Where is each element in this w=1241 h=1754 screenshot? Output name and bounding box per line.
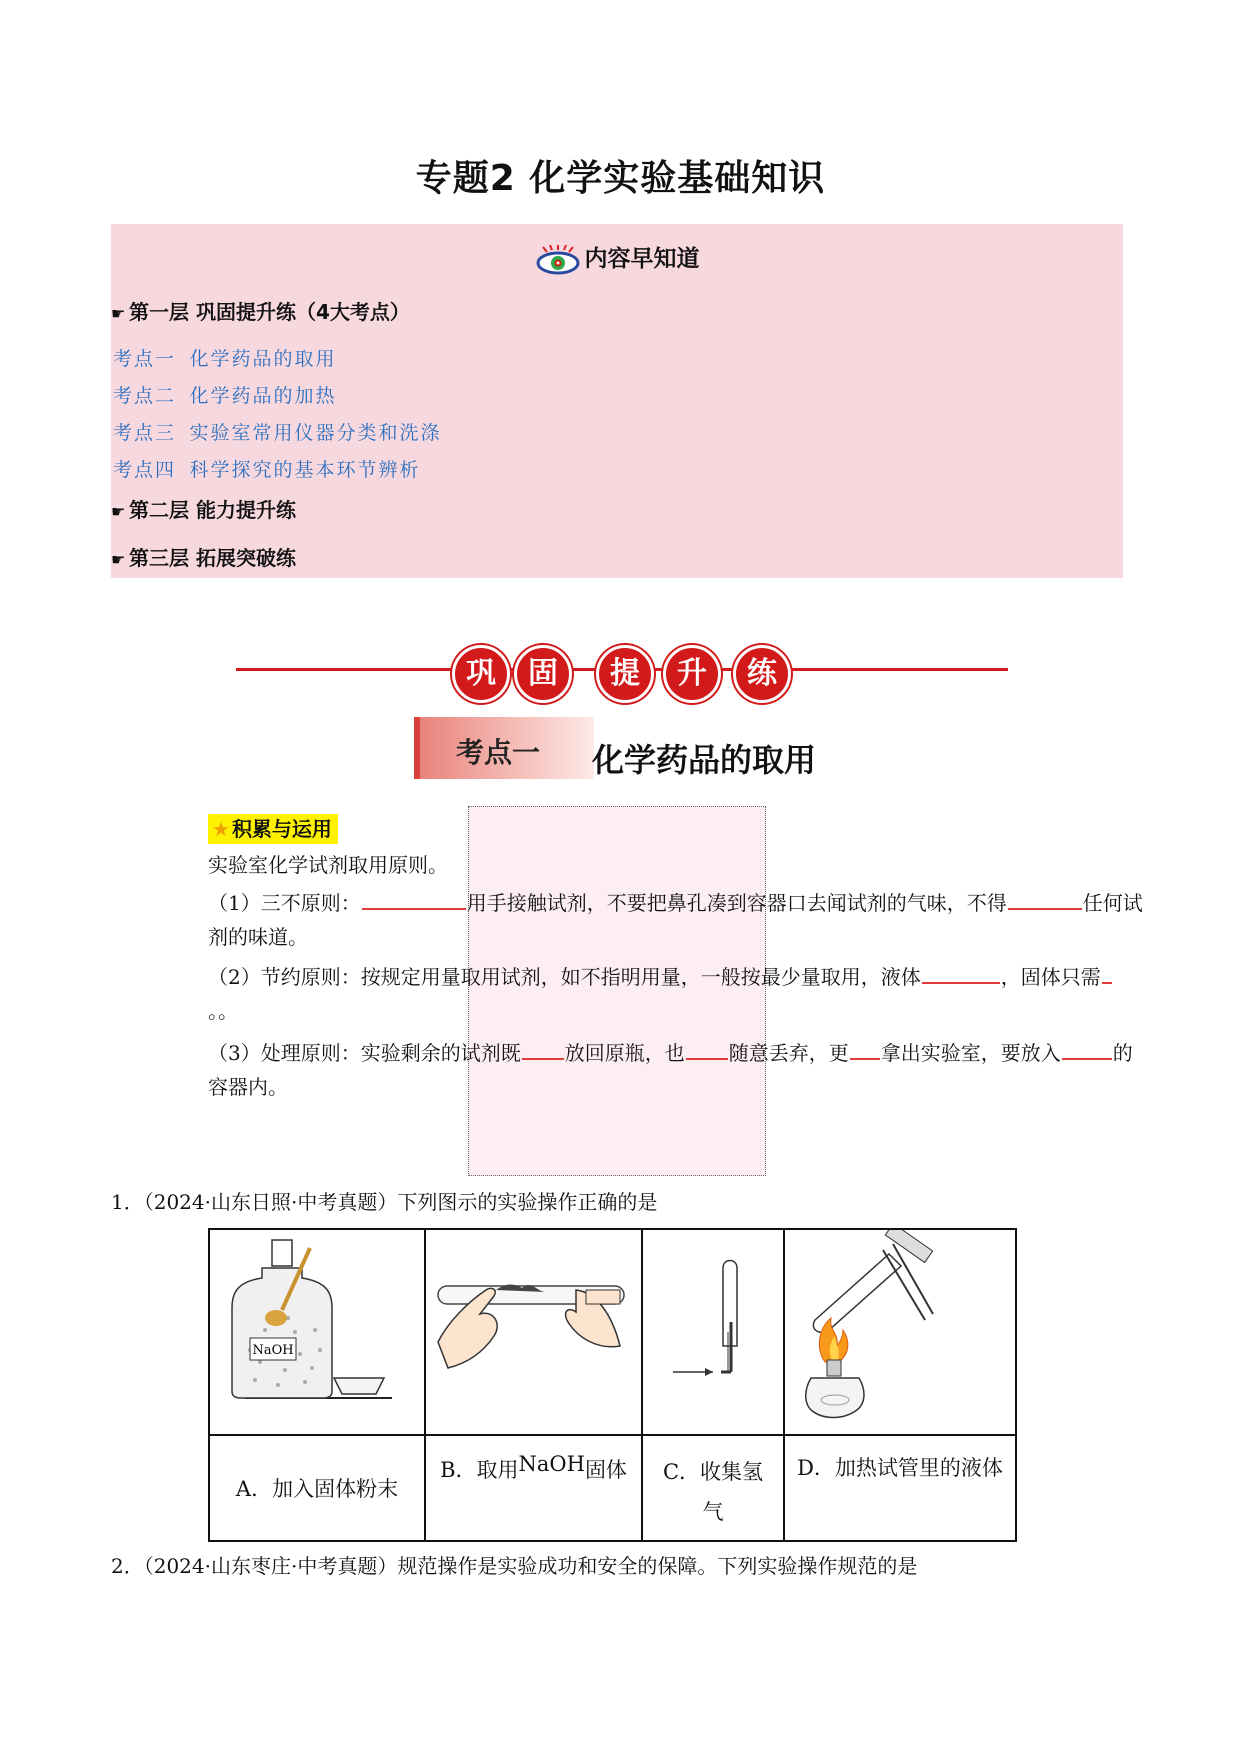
option-b-figure[interactable] [425, 1229, 642, 1435]
rule-1-text-a: （1）三不原则： [208, 891, 361, 915]
banner-char-2: 固 [514, 645, 572, 703]
star-icon: ★ [212, 817, 230, 841]
option-d[interactable] [784, 1435, 1016, 1541]
toc-layer-1[interactable] [111, 296, 410, 325]
banner-char-3: 提 [596, 645, 654, 703]
toc-layer-2-text: 第二层 能力提升练 [129, 498, 296, 522]
toc-layer-2[interactable] [111, 494, 296, 523]
toc-heading [111, 234, 1123, 284]
intro-line: 实验室化学试剂取用原则。 [208, 853, 448, 877]
toc-kaodian-3[interactable]: 考点三 实验室常用仪器分类和洗涤 [113, 422, 442, 444]
accumulate-tag [208, 814, 338, 844]
pointing-hand-icon: ☛ [111, 304, 126, 323]
eye-icon [535, 245, 581, 275]
rule-3-line [208, 1036, 1133, 1068]
rule-3-text-c: 随意丢弃，更 [728, 1041, 849, 1065]
rule-1-cont: 剂的味道。 [208, 925, 308, 949]
section-tab [414, 717, 594, 779]
toc-kaodian-4[interactable]: 考点四 科学探究的基本环节辨析 [113, 459, 421, 481]
document-title: 专题2 化学实验基础知识 [415, 158, 826, 199]
toc-layer-1-text: 第一层 巩固提升练（4大考点） [129, 300, 410, 324]
rule-1-line [208, 886, 1143, 918]
rule-2-text-b: ，固体只需 [1000, 965, 1101, 989]
fill-blank[interactable] [850, 1036, 880, 1060]
option-d-figure[interactable] [784, 1229, 1016, 1435]
fill-blank[interactable] [686, 1036, 728, 1060]
rule-2-text-a: （2）节约原则：按规定用量取用试剂，如不指明用量，一般按最少量取用，液体 [208, 965, 921, 989]
option-c-label-1: C．收集氢 [662, 1460, 764, 1484]
option-b-label-a: B．取用 [440, 1458, 519, 1482]
heating-tube-figure [785, 1230, 1015, 1430]
option-a[interactable] [209, 1435, 425, 1541]
rule-3-text-a: （3）处理原则：实验剩余的试剂既 [208, 1041, 521, 1065]
fill-blank[interactable] [362, 886, 466, 910]
question-2-stem: 2．（2024·山东枣庄·中考真题）规范操作是实验成功和安全的保障。下列实验操作规范的是 [111, 1554, 918, 1578]
powder-jar-figure [210, 1230, 424, 1430]
gas-collection-figure [643, 1230, 783, 1430]
option-a-figure[interactable] [209, 1229, 425, 1435]
question-1-options-table [208, 1228, 1017, 1542]
toc-layer-3-text: 第三层 拓展突破练 [129, 546, 296, 570]
pointing-hand-icon: ☛ [111, 550, 126, 569]
rule-2-line [208, 960, 1113, 992]
option-b[interactable] [425, 1435, 642, 1541]
fill-blank[interactable] [522, 1036, 564, 1060]
section-title: 化学药品的取用 [592, 741, 817, 779]
toc-kaodian-2[interactable]: 考点二 化学药品的加热 [113, 385, 337, 407]
rule-3-text-b: 放回原瓶，也 [564, 1041, 685, 1065]
naoh-label: NaOH [252, 1343, 294, 1358]
accumulate-tag-text: 积累与运用 [231, 817, 332, 841]
pointing-hand-icon: ☛ [111, 502, 126, 521]
toc-panel [111, 224, 1123, 578]
rule-3-text-d: 拿出实验室，要放入 [880, 1041, 1061, 1065]
fill-blank[interactable] [1008, 886, 1082, 910]
option-c-figure[interactable] [642, 1229, 784, 1435]
option-a-label: A．加入固体粉末 [235, 1477, 399, 1501]
fill-blank[interactable] [1102, 960, 1112, 984]
option-c-label-2: 气 [702, 1500, 724, 1524]
banner-char-4: 升 [663, 645, 721, 703]
toc-layer-3[interactable] [111, 542, 296, 571]
fill-blank[interactable] [1062, 1036, 1112, 1060]
option-c[interactable] [642, 1435, 784, 1541]
banner-char-5: 练 [733, 645, 791, 703]
option-b-label-c: 固体 [584, 1458, 627, 1482]
toc-heading-text: 内容早知道 [584, 246, 700, 272]
rule-2-cont: 。。 [208, 999, 238, 1023]
rule-1-text-c: 任何试 [1082, 891, 1143, 915]
question-1-stem: 1．（2024·山东日照·中考真题）下列图示的实验操作正确的是 [111, 1190, 658, 1214]
rule-3-text-e: 的 [1112, 1041, 1133, 1065]
rule-1-text-b: 用手接触试剂，不要把鼻孔凑到容器口去闻试剂的气味，不得 [466, 891, 1007, 915]
option-b-label-b: NaOH [518, 1452, 585, 1476]
option-d-label: D．加热试管里的液体 [797, 1456, 1003, 1480]
toc-kaodian-1[interactable]: 考点一 化学药品的取用 [113, 348, 337, 370]
rule-3-cont: 容器内。 [208, 1075, 288, 1099]
test-tube-hands-figure [426, 1230, 641, 1430]
banner-char-1: 巩 [452, 645, 510, 703]
fill-blank[interactable] [922, 960, 1000, 984]
section-tab-label: 考点一 [456, 736, 541, 769]
